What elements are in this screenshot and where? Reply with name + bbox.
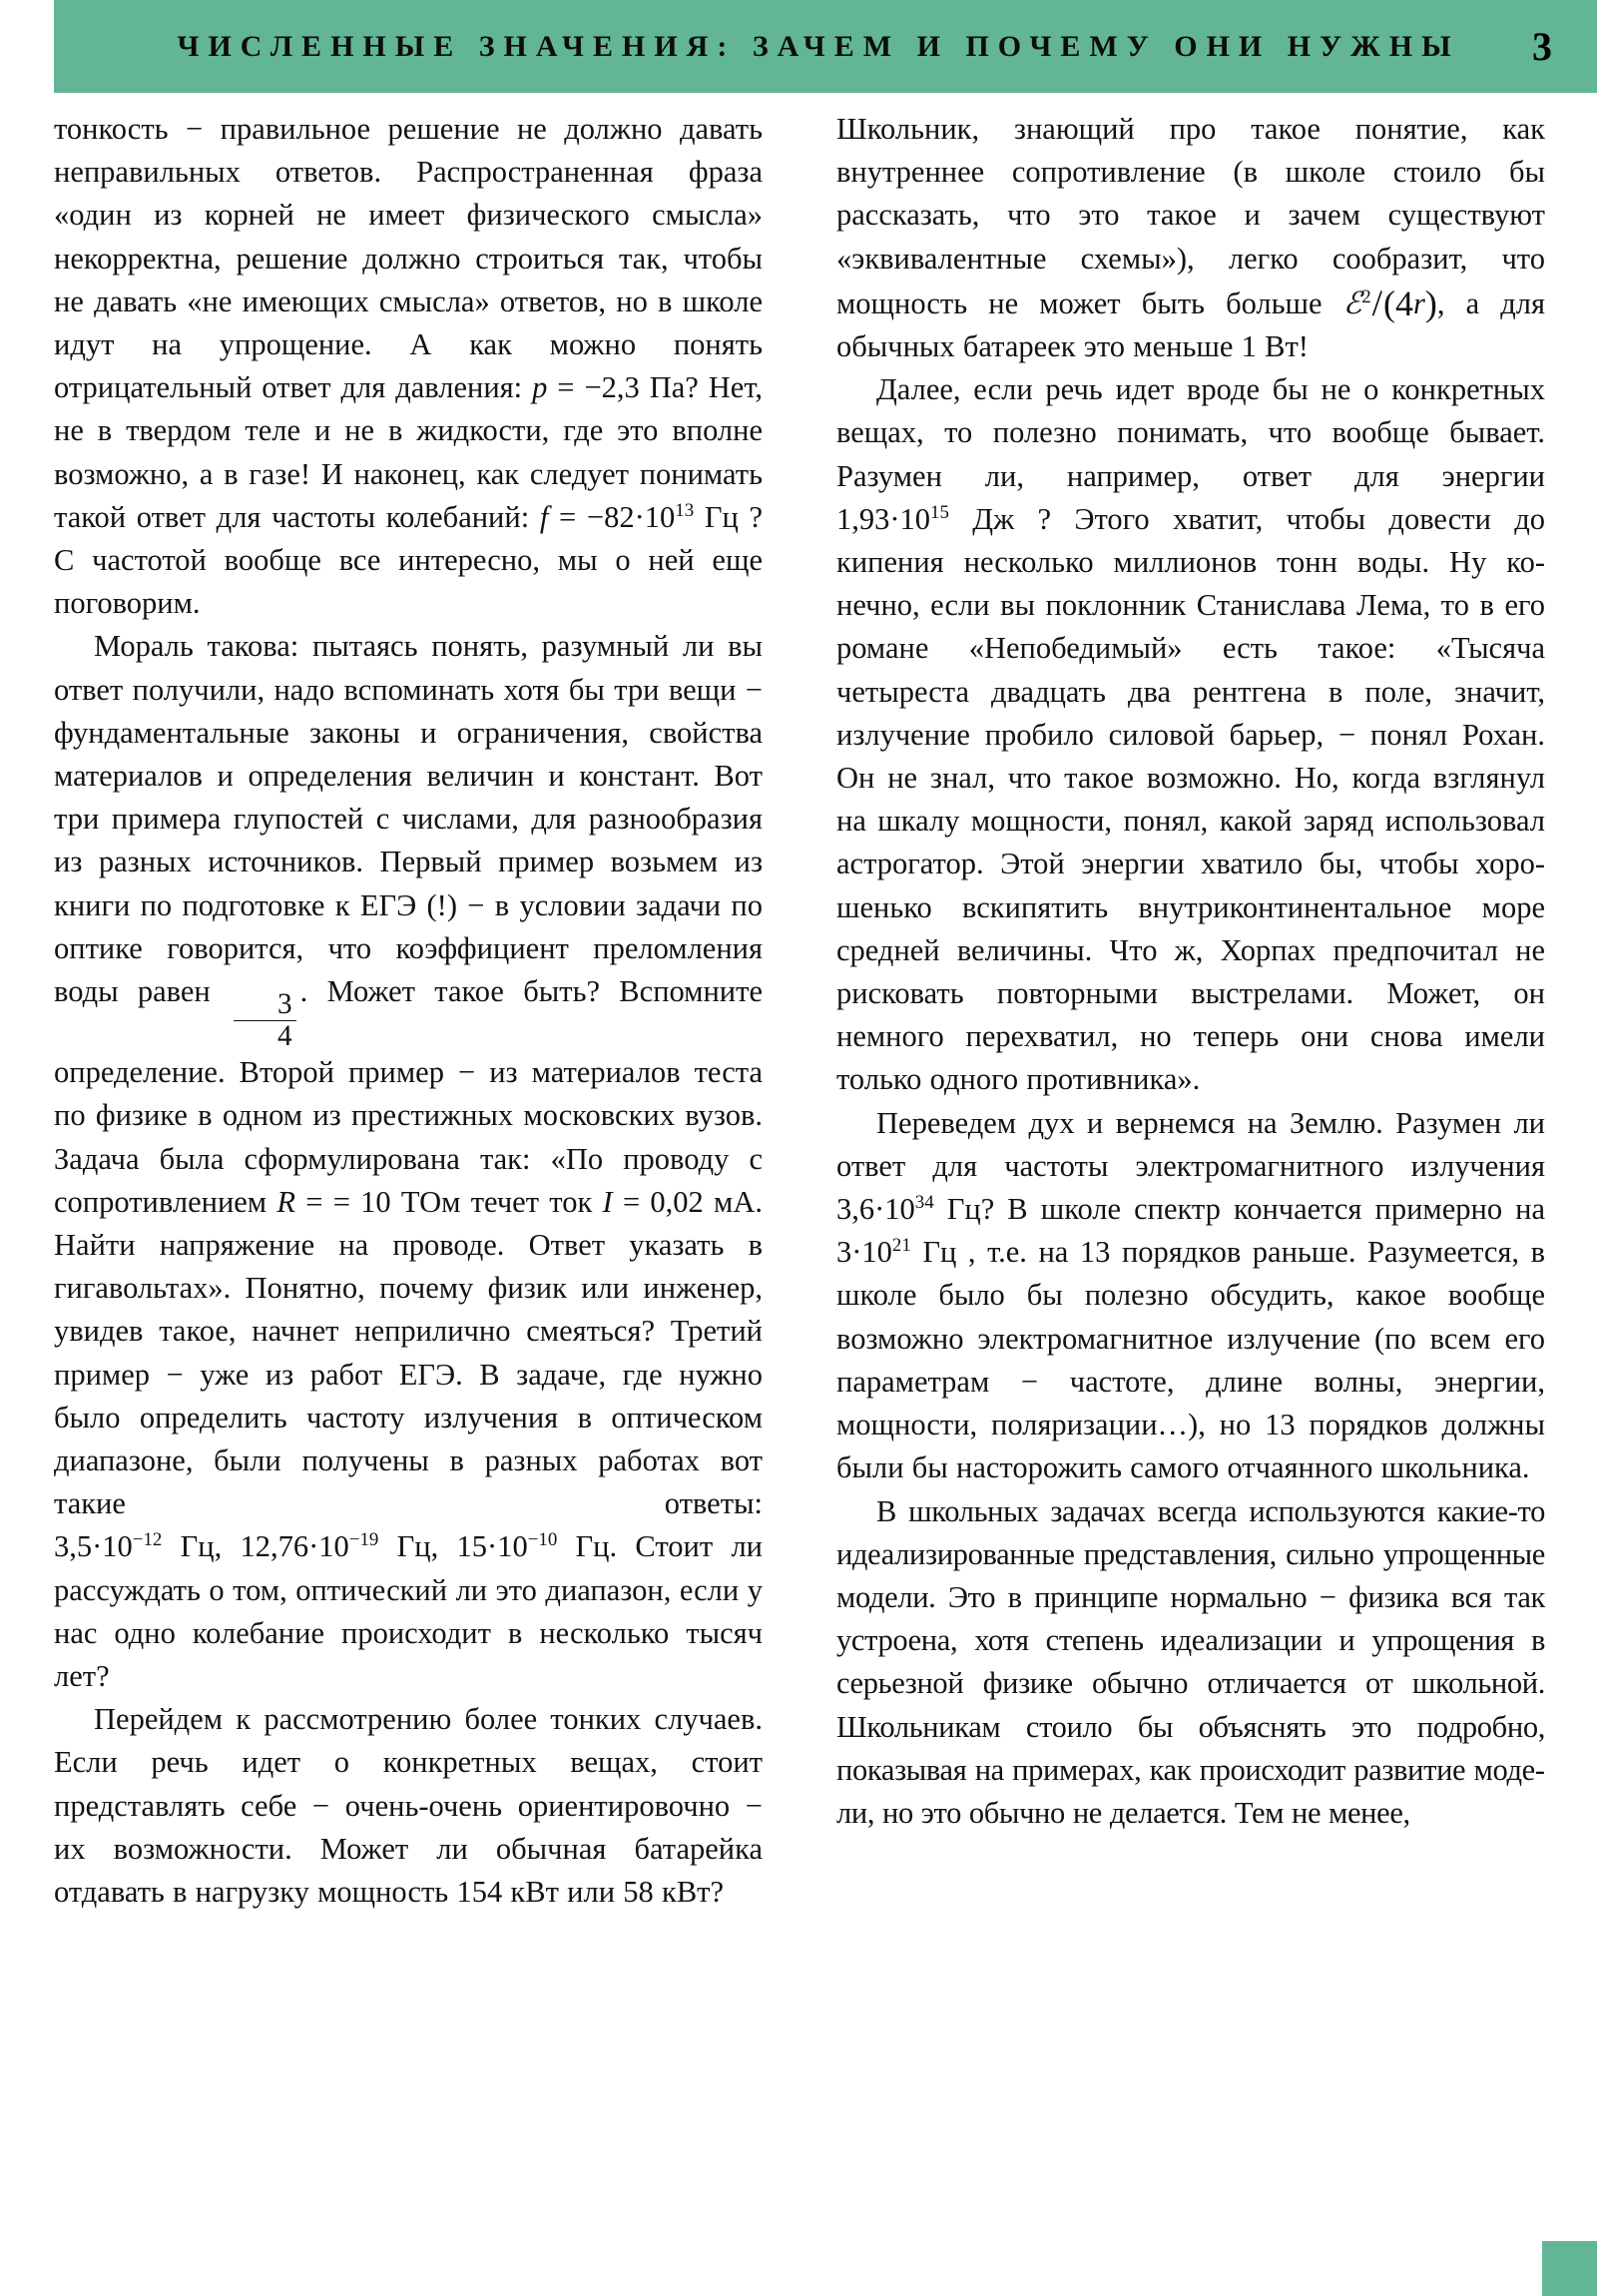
math-unit: Гц [910,1235,968,1270]
fraction-three-quarters [234,989,296,1051]
text-run: = 0,02 мА. Найти напряжение на проводе. Ответ указать в гигавольтах». Понятно, почему физик или инженер, увидев такое, начнет неприлично смеяться? Третий пример − уже из работ ЕГЭ. В задаче, где нужно было определить частоту излучения в оптическом диапазоне, были получены в разных работах вот такие ответы: [54,1184,763,1521]
text-run: В школьных задачах всегда используются какие-то идеализированные представления, сильно упрощенные модели. Это в принципе нормально − физика вся так устроена, хотя степень идеализации и упрощения в серьезной физике обычно отличается от школьной. Школьникам стоило бы объяснять это подробно, показывая на примерах, как происходит развитие модели, но это обычно не делается. Тем не менее, [836,1493,1545,1830]
text-run: ? С частотой вообще все интересно, мы о ней еще поговорим. [54,499,763,621]
bottom-corner-marker [1542,2241,1597,2296]
text-run: Школьник, знающий про такое понятие, как внутреннее сопротивление (в школе стоило бы рассказать, что это такое и зачем существуют «эквивалентные схемы»), легко сообразит, что мощность не может быть больше [836,112,1545,320]
math-mantissa: 15·10 [456,1529,528,1564]
math-unit: Гц, [162,1529,241,1564]
text-run: , а для обычных батареек это меньше 1 Вт! [836,286,1545,364]
math-variable-R: R [276,1184,295,1219]
paragraph-left-3 [54,1698,763,1914]
math-variable-emf: ℰ [1342,286,1362,321]
math-energy-value [836,502,1037,536]
paragraph-right-2 [836,368,1545,1101]
body-columns [0,108,1597,2244]
math-frequency-value-1 [836,1192,981,1226]
paragraph-right-4 [836,1490,1545,1836]
math-close-paren: ) [1424,283,1437,323]
math-unit: Дж [948,501,1038,536]
right-column [798,108,1597,2244]
text-run: ? В школе спектр кончается примерно на [980,1192,1545,1227]
fraction-numerator: 3 [277,988,292,1021]
text-run: = −2,3 Па? Нет, не в твердом теле и не в жидкости, где это вполне возможно, а в газе! И наконец, как следует понимать такой ответ для частоты колебаний: [54,370,763,534]
math-exponent: −10 [527,1529,558,1551]
running-head-title: ЧИСЛЕННЫЕ ЗНАЧЕНИЯ: ЗАЧЕМ И ПОЧЕМУ ОНИ НУЖНЫ [177,29,1460,63]
math-solidus: / [1371,283,1382,324]
math-frequency-value-2 [836,1235,968,1269]
math-mantissa: 12,76·10 [240,1529,349,1564]
math-value-1 [54,1529,241,1563]
math-unit: Гц [933,1192,981,1227]
math-unit: Гц. [557,1529,636,1564]
math-exponent: 21 [891,1235,911,1257]
math-mantissa: 3,6·10 [836,1192,915,1227]
text-run: ? Этого хватит, чтобы довести до кипения несколько миллионов тонн воды. Ну конечно, если вы поклонник Станислава Лема, то в его романе «Непобедимый» есть такое: «Тысяча четыреста двадцать два рентгена в поле, значит, излучение пробило силовой барьер, − понял Рохан. Он не знал, что такое возможно. Но, когда взглянул на шкалу мощности, понял, какой заряд использовал астрогатор. Этой энергии хватило бы, чтобы хорошенько вскипятить внутриконтинентальное море средней величины. Что ж, Хорпах предпочитал не рисковать повторными выстрелами. Может, он немного перехватил, но теперь они снова имели только одного противника». [836,501,1545,1097]
math-value-2 [241,1529,457,1563]
math-variable-f: f [539,499,549,534]
math-exponent: 2 [1361,286,1371,307]
text-run: Мораль такова: пытаясь понять, разумный ли вы ответ получили, надо вспоминать хотя бы три вещи − фундаментальные законы и ограничения, свойства материалов и определения величин и констант. Вот три примера глупостей с числами, для разнообразия из разных источников. Первый пример возьмем из книги по подготовке к ЕГЭ (!) − в условии задачи по оптике говорится, что коэффициент преломления воды равен [54,629,763,1009]
math-variable-r: r [1412,286,1425,320]
page-number: 3 [1532,23,1552,69]
text-run: . Может такое быть? Вспомните определение. Второй пример − из материалов теста по физике в одном из престижных московских вузов. Задача была сформулирована так: «По проводу с сопротивлением [54,974,763,1219]
left-column [0,108,798,2244]
math-unit: Гц, [378,1529,457,1564]
math-exponent: 13 [675,499,695,521]
math-value-3 [457,1529,636,1563]
text-run: Перейдем к рассмотрению более тонких случаев. Если речь идет о конкретных вещах, стоит представлять себе − очень-очень ориентировочно − их возможности. Может ли обычная батарейка отдавать в нагрузку мощность 154 кВт или 58 кВт? [54,1702,763,1910]
math-power-expression [1342,283,1437,324]
paragraph-left-2 [54,625,763,1698]
math-variable-I: I [602,1184,613,1219]
math-mantissa: 3·10 [836,1235,892,1270]
math-mantissa: 1,93·10 [836,501,931,536]
text-run: = = 10 ТОм течет ток [295,1184,603,1219]
paragraph-left-1 [54,108,763,625]
math-run: = −82·10 [548,499,676,534]
math-frequency-expression [540,500,750,534]
math-variable-p: p [532,370,548,405]
math-exponent: −12 [132,1529,163,1551]
math-exponent: 34 [914,1191,934,1213]
running-head-bar [54,0,1597,93]
text-run: Далее, если речь идет вроде бы не о конкретных вещах, то полезно понимать, что вообще бывает. Разумен ли, например, ответ для энергии [836,372,1545,493]
text-run: , т.е. на 13 порядков раньше. Разумеется, в школе было бы полезно обсудить, какое вообще возможно электромагнитное излучение (по всем его параметрам − частоте, длине волны, энергии, мощности, поляризации…), но 13 порядков должны были бы насторожить самого отчаянного школьника. [836,1235,1545,1485]
text-run: тонкость − правильное решение не должно давать неправильных ответов. Распространенная фраза «один из корней не имеет физического смысла» некорректна, решение должно строиться так, чтобы не давать «не имеющих смысла» ответов, но в школе идут на упрощение. А как можно понять отрицательный ответ для давления: [54,112,763,405]
paragraph-right-3 [836,1102,1545,1490]
paragraph-right-1 [836,108,1545,368]
math-open-paren: (4 [1382,283,1413,323]
math-mantissa: 3,5·10 [54,1529,133,1564]
fraction-denominator: 4 [234,1020,296,1051]
math-exponent: 15 [930,501,949,523]
text-run: Переведем дух и вернемся на Землю. Разумен ли ответ для частоты электромагнитного излучения [836,1105,1545,1183]
math-exponent: −19 [348,1529,379,1551]
math-unit: Гц [694,499,750,534]
text-run: Стоит ли рассуждать о том, оптический ли это диапазон, если у нас одно колебание происходит в несколько тысяч лет? [54,1529,764,1694]
